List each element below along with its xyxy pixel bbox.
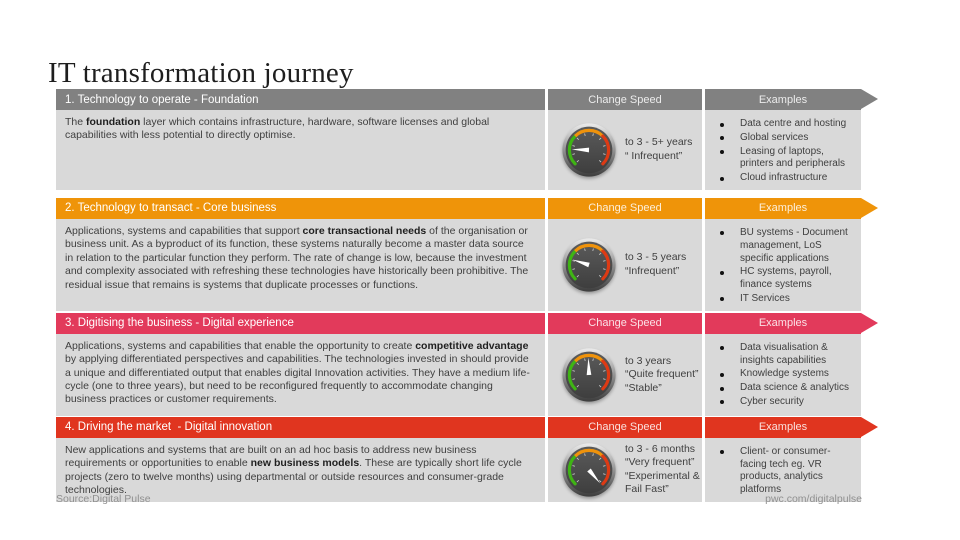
row-header-bar	[56, 417, 545, 438]
list-item	[717, 293, 857, 306]
row-description: Applications, systems and capabilities that support core transactional needs of the organisation or business unit. As a byproduct of its function, these systems naturally become a master data source in relation to the particular function they perform. The rate of change is low, because the investment and complexity associated with refreshing these technologies have historically been prohibitive. The residual issue that remains is systems that duplicate processes or functions.	[56, 219, 545, 311]
list-item	[717, 396, 857, 409]
bullet-icon	[720, 346, 724, 350]
bullet-icon	[720, 150, 724, 154]
speedometer-icon	[561, 122, 617, 178]
transformation-row	[56, 313, 861, 416]
change-speed-text: to 3 - 5 years “Infrequent”	[625, 251, 687, 277]
examples-label: Examples	[758, 93, 808, 106]
list-item	[717, 382, 857, 395]
row-title: 1. Technology to operate - Foundation	[65, 93, 259, 106]
speedometer-icon	[561, 442, 617, 498]
examples-header	[705, 417, 861, 438]
change-speed-cell	[548, 110, 702, 190]
bullet-icon	[720, 231, 724, 235]
example-text: IT Services	[740, 292, 790, 304]
examples-list	[705, 219, 861, 311]
example-text: Cyber security	[740, 395, 804, 407]
pwc-digitalpulse-link[interactable]: pwc.com/digitalpulse	[765, 493, 862, 505]
example-text: Data visualisation & insights capabilities	[740, 341, 828, 366]
example-text: HC systems, payroll, finance systems	[740, 266, 832, 291]
bullet-icon	[720, 123, 724, 127]
change-speed-label: Change Speed	[588, 93, 662, 106]
arrow-right-icon	[861, 313, 878, 333]
transformation-row	[56, 89, 861, 190]
arrow-right-icon	[861, 417, 878, 437]
row-description: The foundation layer which contains infrastructure, hardware, software licenses and global capabilities with less potential to directly optimise.	[56, 110, 545, 190]
change-speed-header	[548, 89, 702, 110]
list-item	[717, 118, 857, 131]
examples-header	[705, 89, 861, 110]
row-title: 2. Technology to transact - Core business	[65, 202, 277, 215]
list-item	[717, 266, 857, 292]
example-text: Client- or consumer-facing tech eg. VR products, analytics platforms	[740, 445, 831, 496]
arrow-right-icon	[861, 89, 878, 109]
change-speed-text: to 3 years “Quite frequent” “Stable”	[625, 354, 699, 394]
list-item	[717, 227, 857, 265]
bullet-icon	[720, 297, 724, 301]
bullet-icon	[720, 177, 724, 181]
examples-header	[705, 313, 861, 334]
list-item	[717, 342, 857, 368]
transformation-row	[56, 198, 861, 311]
row-title: 3. Digitising the business - Digital experience	[65, 317, 294, 330]
bullet-icon	[720, 136, 724, 140]
examples-label: Examples	[758, 421, 808, 434]
change-speed-label: Change Speed	[588, 421, 662, 434]
row-description: New applications and systems that are built on an ad hoc basis to address new business requirements or opportunities to enable new business models. These are typically short life cycle projects (zero to twelve months) using departmental or outside resources and consumer-grade technologies.	[56, 438, 545, 502]
change-speed-label: Change Speed	[588, 317, 662, 330]
examples-label: Examples	[758, 202, 808, 215]
change-speed-cell	[548, 219, 702, 311]
example-text: Data centre and hosting	[740, 118, 847, 129]
list-item	[717, 172, 857, 185]
list-item	[717, 146, 857, 172]
row-description: Applications, systems and capabilities that enable the opportunity to create competitive advantage by applying differentiated perspectives and capabilities. The technologies invested in should provide a unique and differentiated output that enables digital Innovation activities. They have a medium life-cycle (one to three years), but need to be reconfigured frequently to accommodate changing business practices or customer requirements.	[56, 334, 545, 416]
change-speed-header	[548, 417, 702, 438]
examples-list	[705, 110, 861, 190]
speedometer-icon	[561, 347, 617, 403]
change-speed-text: to 3 - 5+ years “ Infrequent”	[625, 136, 693, 162]
list-item	[717, 132, 857, 145]
change-speed-cell	[548, 334, 702, 416]
bullet-icon	[720, 450, 724, 454]
examples-header	[705, 198, 861, 219]
transformation-row	[56, 417, 861, 502]
footer	[56, 493, 862, 505]
example-text: BU systems - Document management, LoS specific applications	[740, 226, 848, 264]
bullet-icon	[720, 271, 724, 275]
example-text: Knowledge systems	[740, 368, 829, 380]
example-text: Cloud infrastructure	[740, 172, 828, 184]
bullet-icon	[720, 373, 724, 377]
change-speed-header	[548, 313, 702, 334]
row-header-bar	[56, 198, 545, 219]
list-item	[717, 368, 857, 381]
examples-label: Examples	[758, 317, 808, 330]
speedometer-icon	[561, 237, 617, 293]
source-note: Source:Digital Pulse	[56, 493, 151, 505]
row-header-bar	[56, 89, 545, 110]
change-speed-text: to 3 - 6 months “Very frequent” “Experimental & Fail Fast”	[625, 442, 700, 496]
examples-list	[705, 334, 861, 416]
row-header-bar	[56, 313, 545, 334]
example-text: Data science & analytics	[740, 382, 849, 394]
change-speed-label: Change Speed	[588, 202, 662, 215]
change-speed-header	[548, 198, 702, 219]
bullet-icon	[720, 387, 724, 391]
list-item	[717, 446, 857, 497]
page-title: IT transformation journey	[48, 57, 354, 90]
example-text: Global services	[740, 131, 809, 143]
example-text: Leasing of laptops, printers and peripherals	[740, 145, 846, 170]
row-title: 4. Driving the market - Digital innovation	[65, 421, 273, 434]
bullet-icon	[720, 400, 724, 404]
arrow-right-icon	[861, 198, 878, 218]
transformation-table	[56, 89, 861, 502]
